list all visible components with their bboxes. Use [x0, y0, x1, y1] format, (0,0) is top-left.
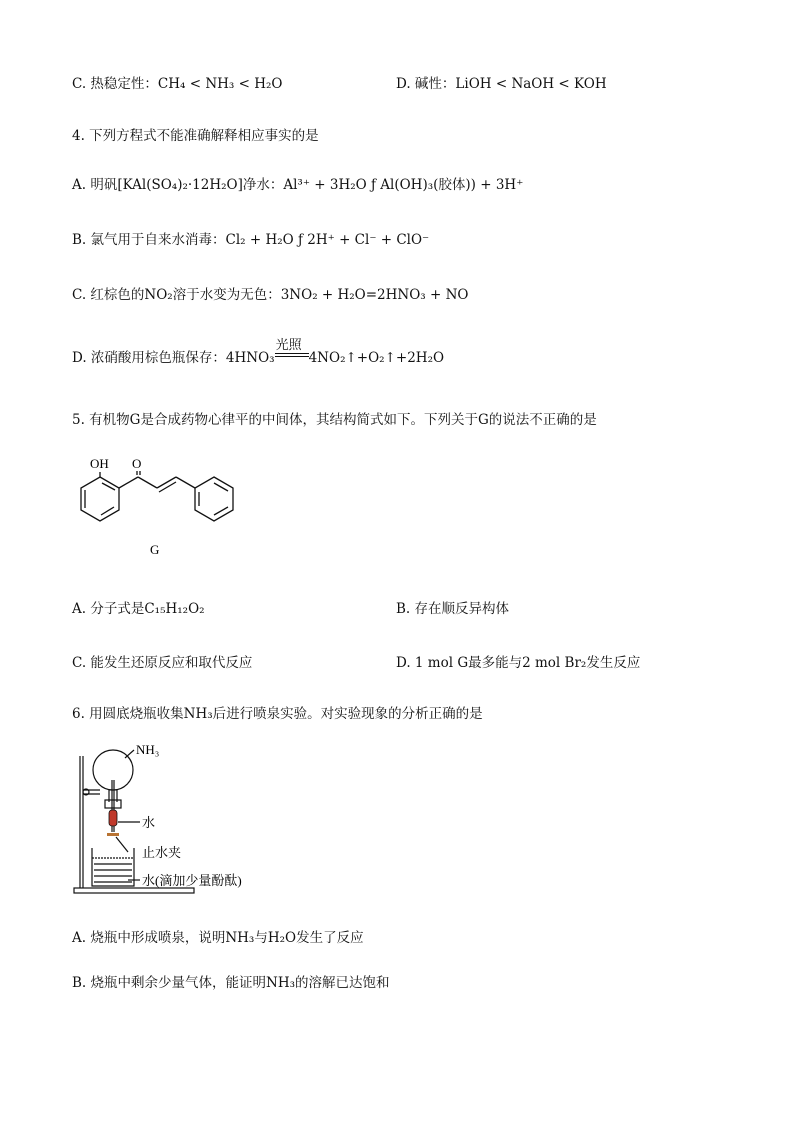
q5-option-a: A. 分子式是C₁₅H₁₂O₂: [72, 601, 205, 617]
q5-option-b: B. 存在顺反异构体: [396, 601, 510, 617]
q4-option-b: B. 氯气用于自来水消毒：Cl₂ + H₂O ƒ 2H⁺ + Cl⁻ + ClO⁻: [72, 232, 430, 248]
q4-option-a: A. 明矾[KAl(SO₄)₂·12H₂O]净水：Al³⁺ + 3H₂O ƒ Al(OH)₃(胶体)) + 3H⁺: [72, 177, 524, 193]
q4-option-c: C. 红棕色的NO₂溶于水变为无色：3NO₂ + H₂O=2HNO₃ + NO: [72, 287, 469, 303]
q3-option-c: C. 热稳定性：CH₄ < NH₃ < H₂O: [72, 76, 283, 92]
reaction-condition: 光照: [275, 337, 302, 353]
q6-option-a: A. 烧瓶中形成喷泉，说明NH₃与H₂O发生了反应: [72, 930, 364, 946]
label-beaker: 水(滴加少量酚酞): [142, 873, 242, 888]
q3-option-d: D. 碱性：LiOH < NaOH < KOH: [396, 76, 607, 92]
reaction-arrow: [275, 337, 309, 366]
q5-option-d: D. 1 mol G最多能与2 mol Br₂发生反应: [396, 655, 641, 671]
q6-option-b: B. 烧瓶中剩余少量气体，能证明NH₃的溶解已达饱和: [72, 975, 390, 991]
label-nh3: NH₃: [136, 742, 160, 757]
label-water: 水: [142, 815, 156, 830]
q4-option-d-prefix: D. 浓硝酸用棕色瓶保存：4HNO₃: [72, 350, 275, 366]
q4-stem: 4. 下列方程式不能准确解释相应事实的是: [72, 128, 319, 144]
q4-option-d-suffix: 4NO₂↑+O₂↑+2H₂O: [308, 350, 445, 366]
q5-option-c: C. 能发生还原反应和取代反应: [72, 655, 253, 671]
label-clamp: 止水夹: [142, 845, 182, 860]
struct-oh-label: OH: [90, 456, 109, 471]
struct-o-label: O: [132, 456, 142, 471]
fountain-apparatus: [70, 740, 310, 900]
structure-G: [64, 450, 254, 560]
struct-g-label: G: [150, 542, 160, 557]
q6-stem: 6. 用圆底烧瓶收集NH₃后进行喷泉实验。对实验现象的分析正确的是: [72, 706, 483, 722]
q4-option-d: [72, 337, 445, 366]
q5-stem: 5. 有机物G是合成药物心律平的中间体，其结构简式如下。下列关于G的说法不正确的是: [72, 412, 597, 428]
